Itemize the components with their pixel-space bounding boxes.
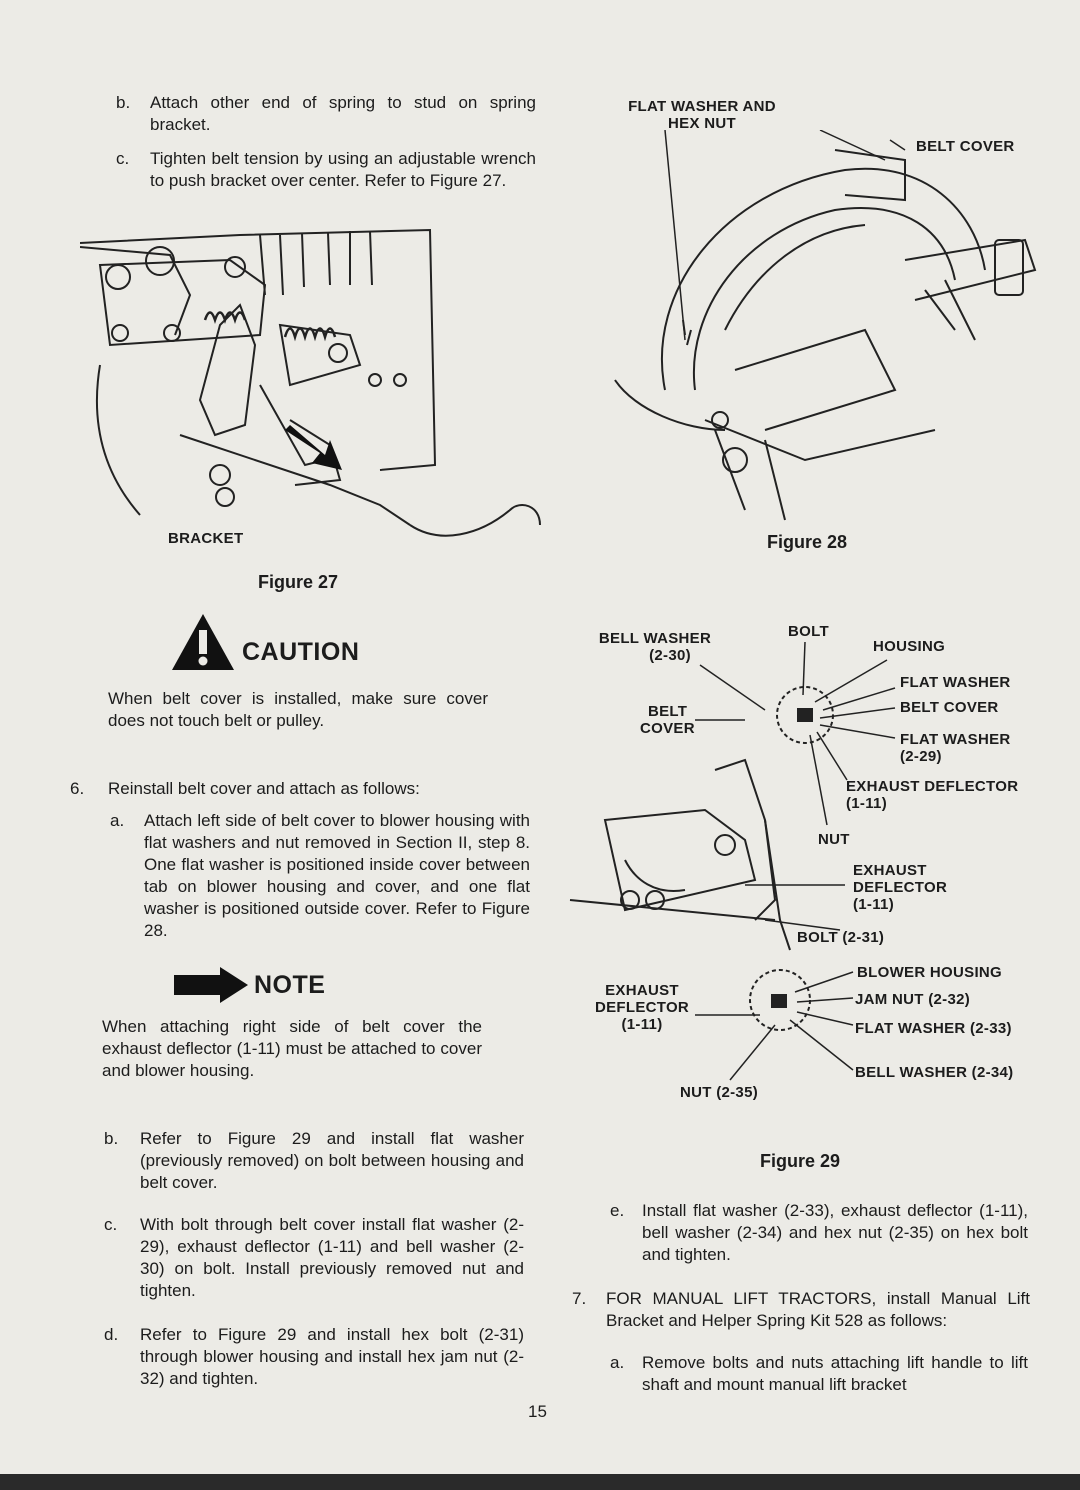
step-text: Remove bolts and nuts attaching lift handle to lift shaft and mount manual lift bracket xyxy=(642,1353,1028,1394)
step-c-tension xyxy=(116,148,536,214)
scan-edge xyxy=(0,1474,1080,1490)
figure-29-caption: Figure 29 xyxy=(760,1151,841,1171)
step-text: With bolt through belt cover install flat washer (2-29), exhaust deflector (1-11) and bell washer (2-30) on bolt. Install previously removed nut and tighten. xyxy=(140,1215,524,1300)
callout-belt-cover-28: BELT COVER xyxy=(916,138,1015,155)
callout-line: (2-30) xyxy=(649,647,691,664)
callout-line: (1-11) xyxy=(846,795,887,812)
callout-line: EXHAUST xyxy=(605,982,679,999)
callout-bolt-2-31: BOLT (2-31) xyxy=(797,929,885,946)
callout-line: EXHAUST xyxy=(853,862,927,879)
warning-triangle-icon xyxy=(170,612,236,672)
callout-exhaust-deflector-1 xyxy=(846,778,1018,812)
step-label: 6. xyxy=(70,779,85,798)
callout-exhaust-deflector-3 xyxy=(586,982,698,1033)
step-6 xyxy=(70,778,540,800)
step-text: Install flat washer (2-33), exhaust deflector (1-11), bell washer (2-34) and hex nut (2-35) on hex bolt and tighten. xyxy=(642,1201,1028,1264)
callout-jam-nut: JAM NUT (2-32) xyxy=(855,991,971,1008)
step-label: 7. xyxy=(572,1289,587,1308)
figure-27-illustration xyxy=(80,225,545,555)
step-label: a. xyxy=(610,1353,625,1372)
callout-bolt: BOLT xyxy=(788,623,829,640)
callout-line: FLAT WASHER AND xyxy=(628,98,776,115)
note-text: When attaching right side of belt cover the exhaust deflector (1-11) must be attached to cover and blower housing. xyxy=(102,1017,482,1080)
page-number: 15 xyxy=(528,1402,547,1421)
arrow-right-icon xyxy=(172,965,250,1005)
callout-bell-washer-2-30 xyxy=(590,630,720,664)
step-text: Tighten belt tension by using an adjustable wrench to push bracket over center. Refer to Figure 27. xyxy=(150,149,536,190)
step-6a xyxy=(110,810,530,950)
callout-line: (2-29) xyxy=(900,748,942,765)
callout-flat-washer-2-29 xyxy=(900,731,1011,765)
step-6b xyxy=(104,1128,524,1194)
step-label: c. xyxy=(104,1215,118,1234)
step-b-spring xyxy=(116,92,536,136)
note-title: NOTE xyxy=(254,971,326,999)
step-text: FOR MANUAL LIFT TRACTORS, install Manual Lift Bracket and Helper Spring Kit 528 as follows: xyxy=(606,1289,1030,1330)
callout-line: (1-11) xyxy=(853,896,894,913)
callout-line: DEFLECTOR xyxy=(853,879,948,896)
callout-bracket: BRACKET xyxy=(168,530,244,547)
callout-line: BELT xyxy=(648,703,688,720)
step-label: a. xyxy=(110,811,125,830)
callout-housing: HOUSING xyxy=(873,638,946,655)
callout-flat-washer-1: FLAT WASHER xyxy=(900,674,1011,691)
callout-belt-cover-right: BELT COVER xyxy=(900,699,999,716)
callout-bell-washer-2-34: BELL WASHER (2-34) xyxy=(855,1064,1014,1081)
step-text: Refer to Figure 29 and install flat washer (previously removed) on bolt between housing and belt cover. xyxy=(140,1129,524,1192)
callout-flat-washer-2-33: FLAT WASHER (2-33) xyxy=(855,1020,1012,1037)
step-6e xyxy=(610,1200,1030,1266)
callout-line: HEX NUT xyxy=(668,115,736,132)
step-label: c. xyxy=(116,149,130,168)
step-6d xyxy=(104,1324,524,1390)
step-text: Attach left side of belt cover to blower housing with flat washers and nut removed in Section II, step 8. One flat washer is positioned inside cover between tab on blower housing and cover, and one flat washer is positioned outside cover. Refer to Figure 28. xyxy=(144,811,530,940)
callout-nut: NUT xyxy=(818,831,850,848)
figure-28-illustration xyxy=(605,130,1045,530)
callout-line: BELL WASHER xyxy=(598,630,712,647)
callout-line: DEFLECTOR xyxy=(594,999,690,1016)
step-text: Refer to Figure 29 and install hex bolt (2-31) through blower housing and install hex jam nut (2-32) and tighten. xyxy=(140,1325,524,1388)
step-7 xyxy=(572,1288,1032,1332)
callout-belt-cover-left xyxy=(640,703,695,737)
figure-28-caption: Figure 28 xyxy=(767,532,848,552)
callout-line: FLAT WASHER xyxy=(900,731,1011,748)
callout-line: EXHAUST DEFLECTOR xyxy=(846,778,1019,795)
step-label: b. xyxy=(104,1129,119,1148)
callout-nut-2-35: NUT (2-35) xyxy=(680,1084,759,1101)
step-text: Attach other end of spring to stud on spring bracket. xyxy=(150,93,536,134)
callout-flat-washer-hex-nut xyxy=(612,98,792,132)
step-7a xyxy=(610,1352,1030,1396)
callout-line: (1-11) xyxy=(621,1016,663,1033)
callout-exhaust-deflector-2 xyxy=(853,862,947,913)
callout-line: COVER xyxy=(640,720,695,737)
step-text: Reinstall belt cover and attach as follows: xyxy=(108,779,420,798)
figure-27-caption: Figure 27 xyxy=(258,572,339,592)
callout-blower-housing: BLOWER HOUSING xyxy=(857,964,1003,981)
step-6c xyxy=(104,1214,524,1302)
step-label: b. xyxy=(116,93,131,112)
caution-text: When belt cover is installed, make sure cover does not touch belt or pulley. xyxy=(108,689,488,730)
step-label: d. xyxy=(104,1325,119,1344)
caution-title: CAUTION xyxy=(242,638,360,666)
step-label: e. xyxy=(610,1201,625,1220)
